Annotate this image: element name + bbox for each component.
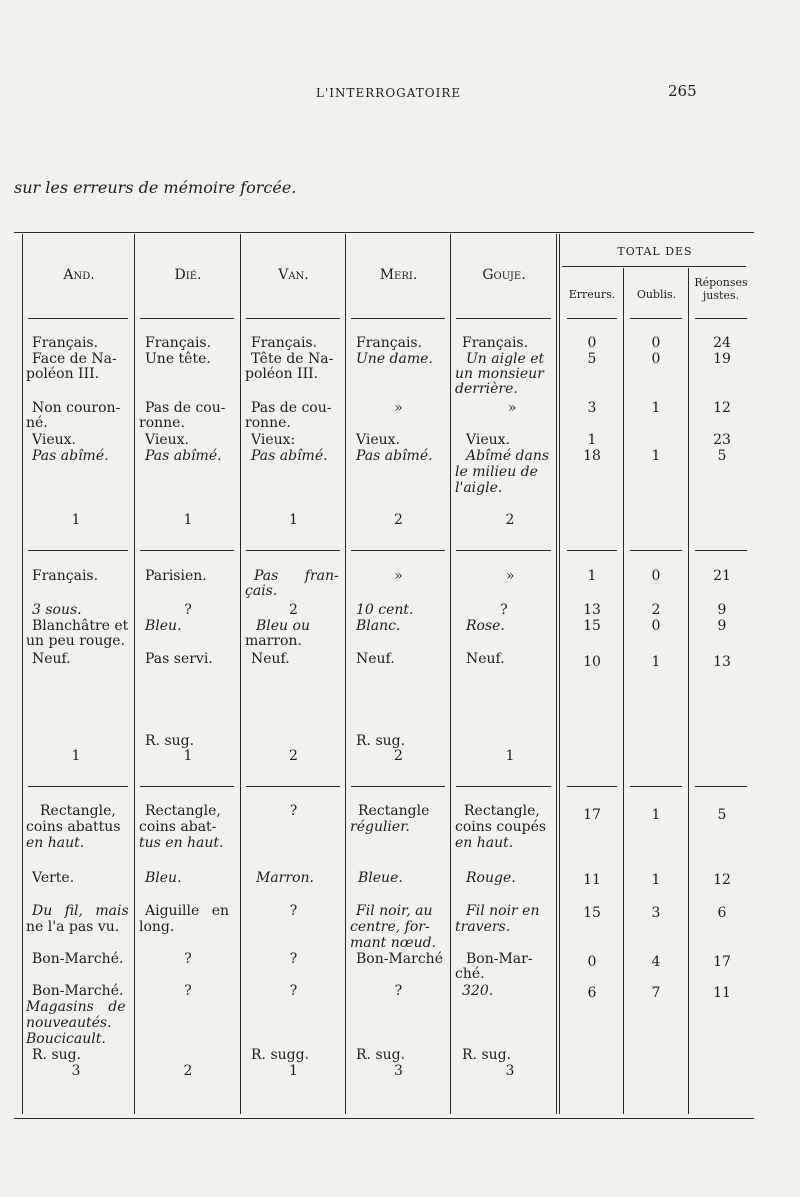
rule xyxy=(456,786,551,787)
cell: Vieux. xyxy=(356,432,400,448)
cell-reponses: 12 xyxy=(713,872,731,888)
cell: Blanc. xyxy=(356,618,401,634)
count: 2 xyxy=(394,748,403,764)
cell-reponses: 13 xyxy=(713,654,731,670)
cell-oublis: 0 xyxy=(651,568,661,584)
cell: Tête de Na- xyxy=(251,351,334,367)
rule xyxy=(140,318,234,319)
rule xyxy=(351,786,445,787)
cell: ne l'a pas vu. xyxy=(26,919,120,935)
cell: Non couron- xyxy=(32,400,121,416)
cell: Fil noir, au xyxy=(356,903,433,919)
cell: Vieux. xyxy=(145,432,189,448)
rule xyxy=(28,550,128,551)
cell: ? xyxy=(500,602,508,618)
rule xyxy=(246,786,340,787)
col-header-meri: Meri. xyxy=(379,267,418,283)
cell: Pas abîmé. xyxy=(145,448,222,464)
cell: Français. xyxy=(251,335,318,351)
cell: 320. xyxy=(462,983,494,999)
cell: Pas abîmé. xyxy=(251,448,328,464)
cell-oublis: 0 xyxy=(651,335,661,351)
cell-reponses: 5 xyxy=(717,807,727,823)
cell: Neuf. xyxy=(251,651,290,667)
count: 2 xyxy=(289,748,298,764)
cell: Pas abîmé. xyxy=(32,448,109,464)
count: 1 xyxy=(289,512,298,528)
cell: poléon III. xyxy=(26,366,100,382)
rule xyxy=(567,318,617,319)
cell-reponses: 19 xyxy=(713,351,731,367)
rule xyxy=(28,318,128,319)
cell: Parisien. xyxy=(145,568,207,584)
col-header-erreurs: Erreurs. xyxy=(568,288,616,301)
cell-erreurs: 0 xyxy=(587,335,597,351)
cell: Verte. xyxy=(32,870,75,886)
cell-reponses: 9 xyxy=(717,618,727,634)
cell-erreurs: 1 xyxy=(587,568,597,584)
cell: Pas de cou- xyxy=(145,400,226,416)
cell: Bon-Marché. xyxy=(32,983,124,999)
rule xyxy=(351,318,445,319)
cell-erreurs: 1 xyxy=(587,432,597,448)
col-header-total: TOTAL DES xyxy=(617,245,693,258)
cell: Bleu. xyxy=(145,870,182,886)
cell: Pas fran- xyxy=(254,568,339,584)
cell-erreurs: 18 xyxy=(583,448,601,464)
count: 2 xyxy=(505,512,515,528)
rule xyxy=(456,550,551,551)
cell: 2 xyxy=(289,602,298,618)
cell: Pas servi. xyxy=(145,651,213,667)
suggestion: R. sugg. xyxy=(251,1047,310,1063)
cell: Vieux. xyxy=(466,432,510,448)
cell-reponses: 17 xyxy=(713,954,731,970)
cell: ronne. xyxy=(139,415,185,431)
count: 3 xyxy=(505,1063,515,1079)
cell-erreurs: 15 xyxy=(583,905,601,921)
rule xyxy=(351,550,445,551)
count: 1 xyxy=(289,1063,298,1079)
cell-oublis: 2 xyxy=(651,602,661,618)
count: 3 xyxy=(71,1063,81,1079)
cell: ? xyxy=(289,803,298,819)
cell: mant nœud. xyxy=(350,935,437,951)
cell: Boucicault. xyxy=(26,1031,106,1047)
cell-oublis: 1 xyxy=(651,400,661,416)
rule xyxy=(246,318,340,319)
cell-oublis: 1 xyxy=(651,448,661,464)
page-number: 265 xyxy=(668,82,697,100)
cell: Blanchâtre et xyxy=(32,618,129,634)
cell: Rectangle xyxy=(358,803,430,819)
cell-erreurs: 13 xyxy=(583,602,601,618)
cell: » xyxy=(506,568,515,584)
cell: centre, for- xyxy=(350,919,430,935)
cell-oublis: 4 xyxy=(651,954,661,970)
cell-reponses: 6 xyxy=(717,905,727,921)
count: 2 xyxy=(183,1063,193,1079)
cell: tus en haut. xyxy=(139,835,224,851)
cell: Marron. xyxy=(256,870,314,886)
cell: en haut. xyxy=(26,835,85,851)
cell: 3 sous. xyxy=(32,602,82,618)
cell-erreurs: 11 xyxy=(583,872,601,888)
col-sep xyxy=(688,268,689,1114)
col-header-die: Dié. xyxy=(174,267,202,283)
cell: Neuf. xyxy=(32,651,71,667)
rule xyxy=(630,550,682,551)
cell: Du fil, mais xyxy=(32,903,129,919)
cell-erreurs: 17 xyxy=(583,807,601,823)
cell: Rectangle, xyxy=(145,803,221,819)
count: 1 xyxy=(183,512,193,528)
col-sep xyxy=(623,268,624,1114)
count: 1 xyxy=(71,748,81,764)
cell-erreurs: 3 xyxy=(587,400,597,416)
cell: Français. xyxy=(32,335,99,351)
col-header-van: Van. xyxy=(278,267,309,283)
rule xyxy=(246,550,340,551)
suggestion: R. sug. xyxy=(462,1047,512,1063)
cell-oublis: 0 xyxy=(651,618,661,634)
cell: Face de Na- xyxy=(32,351,117,367)
count: 1 xyxy=(505,748,515,764)
cell: Magasins de xyxy=(26,999,126,1015)
cell-oublis: 1 xyxy=(651,654,661,670)
cell-erreurs: 6 xyxy=(587,985,597,1001)
count: 2 xyxy=(394,512,403,528)
cell: ? xyxy=(184,602,192,618)
cell: Fil noir en xyxy=(466,903,540,919)
rule xyxy=(695,318,747,319)
cell: ? xyxy=(184,983,192,999)
rule xyxy=(630,786,682,787)
cell: ché. xyxy=(455,966,485,982)
cell: Un aigle et xyxy=(466,351,545,367)
cell: coins abattus xyxy=(26,819,121,835)
col-sep xyxy=(556,234,557,1114)
cell-oublis: 3 xyxy=(651,905,661,921)
cell: né. xyxy=(26,415,48,431)
cell: Vieux. xyxy=(32,432,76,448)
cell: nouveautés. xyxy=(26,1015,112,1031)
col-sep xyxy=(240,234,241,1114)
cell: Bon-Marché xyxy=(356,951,443,967)
cell: çais. xyxy=(245,583,278,599)
cell-reponses: 21 xyxy=(713,568,731,584)
count: 1 xyxy=(71,512,81,528)
cell: ? xyxy=(289,983,298,999)
cell: long. xyxy=(139,919,175,935)
col-header-reponses: Réponses justes. xyxy=(694,276,748,302)
table-bottom-rule xyxy=(14,1118,754,1119)
cell: Une tête. xyxy=(145,351,211,367)
suggestion: R. sug. xyxy=(145,733,195,749)
running-header: L'INTERROGATOIRE xyxy=(316,86,462,100)
col-sep xyxy=(450,234,451,1114)
cell: poléon III. xyxy=(245,366,319,382)
cell: Français. xyxy=(32,568,99,584)
rule xyxy=(695,786,747,787)
cell: 10 cent. xyxy=(356,602,414,618)
rule xyxy=(695,550,747,551)
cell: coins coupés xyxy=(455,819,547,835)
cell-oublis: 1 xyxy=(651,872,661,888)
col-header-oublis: Oublis. xyxy=(636,288,677,301)
cell: ? xyxy=(289,951,298,967)
cell: ? xyxy=(289,903,298,919)
cell-erreurs: 10 xyxy=(583,654,601,670)
suggestion: R. sug. xyxy=(32,1047,82,1063)
cell: ? xyxy=(184,951,192,967)
cell: derrière. xyxy=(455,381,518,397)
table-top-rule xyxy=(14,232,754,233)
cell: Rectangle, xyxy=(464,803,540,819)
cell: ronne. xyxy=(245,415,291,431)
cell: Bleue. xyxy=(358,870,403,886)
rule xyxy=(567,550,617,551)
col-sep xyxy=(134,234,135,1114)
intro-text: sur les erreurs de mémoire forcée. xyxy=(14,178,297,197)
col-sep xyxy=(559,234,560,1114)
col-sep xyxy=(345,234,346,1114)
cell-reponses: 11 xyxy=(713,985,731,1001)
cell: Aiguille en xyxy=(145,903,230,919)
cell: Français. xyxy=(356,335,423,351)
cell: Rectangle, xyxy=(40,803,116,819)
cell-erreurs: 0 xyxy=(587,954,597,970)
cell: un monsieur xyxy=(455,366,544,382)
cell: » xyxy=(394,568,403,584)
rule xyxy=(630,318,682,319)
suggestion: R. sug. xyxy=(356,1047,406,1063)
cell-reponses: 12 xyxy=(713,400,731,416)
cell: » xyxy=(508,400,517,416)
cell: Abîmé dans xyxy=(466,448,550,464)
rule xyxy=(567,786,617,787)
cell: Français. xyxy=(145,335,212,351)
cell: un peu rouge. xyxy=(26,633,126,649)
cell: marron. xyxy=(245,633,302,649)
cell: l'aigle. xyxy=(455,480,503,496)
cell-reponses: 9 xyxy=(717,602,727,618)
cell-erreurs: 5 xyxy=(587,351,597,367)
cell: Rose. xyxy=(466,618,505,634)
col-sep xyxy=(22,234,23,1114)
cell-erreurs: 15 xyxy=(583,618,601,634)
rule xyxy=(140,786,234,787)
cell: Neuf. xyxy=(466,651,505,667)
cell: Français. xyxy=(462,335,529,351)
cell-reponses: 24 xyxy=(713,335,731,351)
cell: Pas de cou- xyxy=(251,400,332,416)
cell: Bon-Marché. xyxy=(32,951,124,967)
cell-oublis: 7 xyxy=(651,985,661,1001)
cell-reponses: 5 xyxy=(717,448,727,464)
cell: Une dame. xyxy=(356,351,433,367)
cell: en haut. xyxy=(455,835,514,851)
rule xyxy=(456,318,551,319)
suggestion: R. sug. xyxy=(356,733,406,749)
rule xyxy=(140,550,234,551)
count: 3 xyxy=(394,1063,403,1079)
total-rule xyxy=(562,266,746,267)
cell-reponses: 23 xyxy=(713,432,731,448)
cell: Bleu. xyxy=(145,618,182,634)
cell: Pas abîmé. xyxy=(356,448,433,464)
col-header-and: And. xyxy=(63,267,95,283)
cell: le milieu de xyxy=(455,464,538,480)
cell: ? xyxy=(394,983,403,999)
cell-oublis: 1 xyxy=(651,807,661,823)
cell: Bon-Mar- xyxy=(466,951,533,967)
cell: coins abat- xyxy=(139,819,217,835)
col-header-gouje: Gouje. xyxy=(482,267,526,283)
cell: travers. xyxy=(455,919,511,935)
cell: Vieux: xyxy=(251,432,296,448)
cell-oublis: 0 xyxy=(651,351,661,367)
cell: Neuf. xyxy=(356,651,395,667)
cell: régulier. xyxy=(350,819,410,835)
rule xyxy=(28,786,128,787)
cell: Rouge. xyxy=(466,870,516,886)
count: 1 xyxy=(183,748,193,764)
cell: » xyxy=(394,400,403,416)
cell: Bleu ou xyxy=(256,618,310,634)
